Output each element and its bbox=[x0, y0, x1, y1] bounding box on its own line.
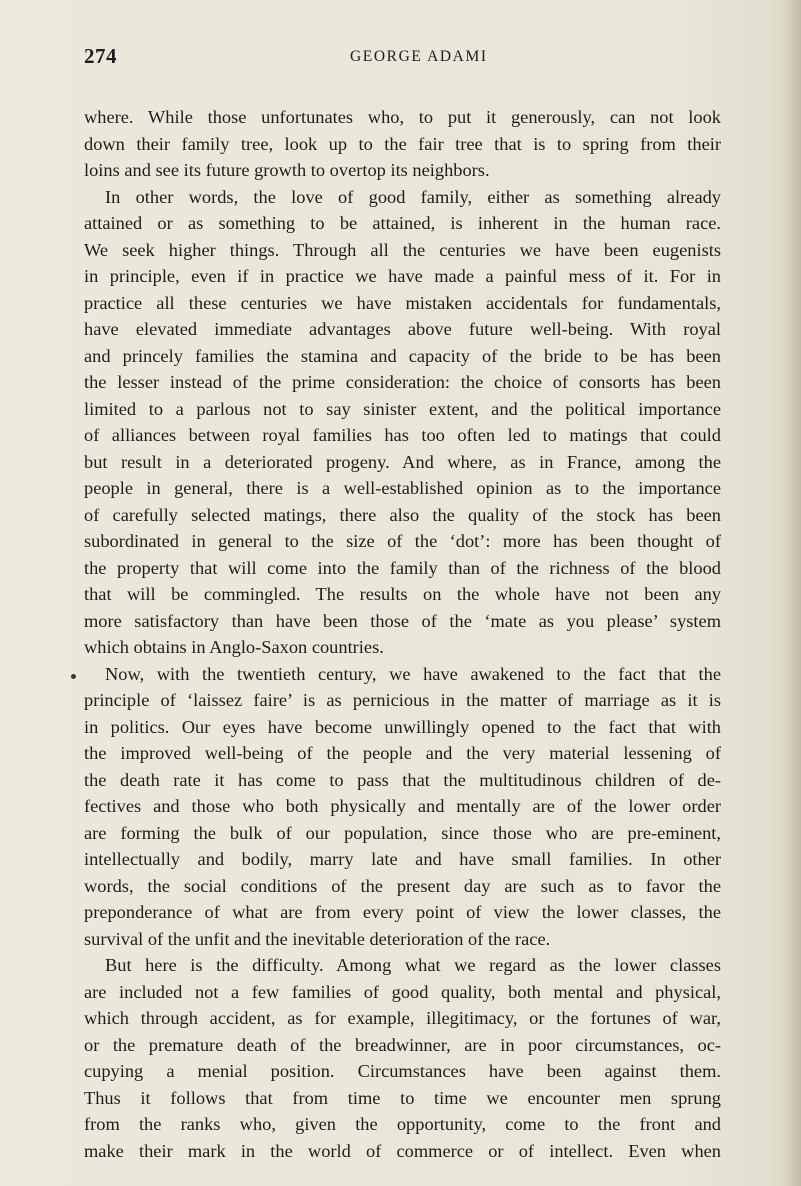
text-line: subordinated in general to the size of the ‘dot’: more has been thought of bbox=[84, 531, 721, 551]
page-edge-shadow bbox=[783, 0, 801, 1186]
text-line: But here is the difficulty. Among what we regard as the lower classes bbox=[105, 955, 721, 975]
text-line: practice all these centuries we have mistaken accidentals for fundamentals, bbox=[84, 292, 721, 313]
text-line: which through accident, as for example, illegitimacy, or the fortunes of war, bbox=[84, 1008, 721, 1028]
text-line: are included not a few families of good quality, both mental and physical, bbox=[84, 981, 721, 1002]
text-line: loins and see its future growth to overtop its neighbors. bbox=[84, 160, 490, 180]
text-line: preponderance of what are from every point of view the lower classes, the bbox=[84, 902, 721, 922]
text-line: the death rate it has come to pass that the multitudinous children of de- bbox=[84, 769, 721, 790]
text-line: make their mark in the world of commerce or of intellect. Even when bbox=[84, 1140, 721, 1161]
text-line: words, the social conditions of the present day are such as to favor the bbox=[84, 875, 721, 896]
body-text bbox=[84, 104, 721, 1164]
text-line: the improved well-being of the people and the very material lessening of bbox=[84, 743, 721, 763]
text-line: where. While those unfortunates who, to put it generously, can not look bbox=[84, 107, 721, 127]
text-line: are forming the bulk of our population, since those who are pre-eminent, bbox=[84, 822, 721, 843]
text-line: which obtains in Anglo-Saxon countries. bbox=[84, 637, 384, 657]
text-line: more satisfactory than have been those of the ‘mate as you please’ system bbox=[84, 610, 721, 631]
text-line: principle of ‘laissez faire’ is as pernicious in the matter of marriage as it is bbox=[84, 690, 721, 710]
text-line: of alliances between royal families has too often led to matings that could bbox=[84, 425, 721, 445]
text-line: intellectually and bodily, marry late and have small families. In other bbox=[84, 849, 721, 869]
text-line: attained or as something to be attained, is inherent in the human race. bbox=[84, 213, 721, 233]
text-line: that will be commingled. The results on the whole have not been any bbox=[84, 584, 721, 604]
text-line: people in general, there is a well-established opinion as to the importance bbox=[84, 478, 721, 498]
text-line: the property that will come into the family than of the richness of the blood bbox=[84, 557, 721, 578]
text-line: the lesser instead of the prime consideration: the choice of consorts has been bbox=[84, 372, 721, 392]
text-line: We seek higher things. Through all the centuries we have been eugenists bbox=[84, 239, 721, 260]
text-line: cupying a menial position. Circumstances have been against them. bbox=[84, 1061, 721, 1081]
text-line: from the ranks who, given the opportunity, come to the front and bbox=[84, 1114, 721, 1134]
text-line: or the premature death of the breadwinner, are in poor circumstances, oc- bbox=[84, 1034, 721, 1055]
text-line: have elevated immediate advantages above future well-being. With royal bbox=[84, 319, 721, 339]
print-speck bbox=[71, 674, 76, 679]
text-line: survival of the unfit and the inevitable deterioration of the race. bbox=[84, 928, 551, 949]
page-number: 274 bbox=[84, 44, 117, 68]
text-line: fectives and those who both physically and mentally are of the lower order bbox=[84, 796, 721, 816]
text-line: but result in a deteriorated progeny. And where, as in France, among the bbox=[84, 451, 721, 472]
text-line: In other words, the love of good family, either as something already bbox=[105, 186, 721, 207]
text-line: Now, with the twentieth century, we have awakened to the fact that the bbox=[105, 663, 721, 684]
text-line: and princely families the stamina and capacity of the bride to be has been bbox=[84, 345, 721, 366]
text-line: down their family tree, look up to the fair tree that is to spring from their bbox=[84, 133, 721, 154]
text-line: limited to a parlous not to say sinister extent, and the political importance bbox=[84, 398, 721, 419]
text-line: of carefully selected matings, there also the quality of the stock has been bbox=[84, 504, 721, 525]
page-header bbox=[84, 44, 720, 80]
text-line: in politics. Our eyes have become unwillingly opened to the fact that with bbox=[84, 716, 721, 737]
text-line: Thus it follows that from time to time we encounter men sprung bbox=[84, 1087, 721, 1108]
text-line: in principle, even if in practice we have made a painful mess of it. For in bbox=[84, 266, 721, 286]
running-head: GEORGE ADAMI bbox=[350, 48, 488, 65]
